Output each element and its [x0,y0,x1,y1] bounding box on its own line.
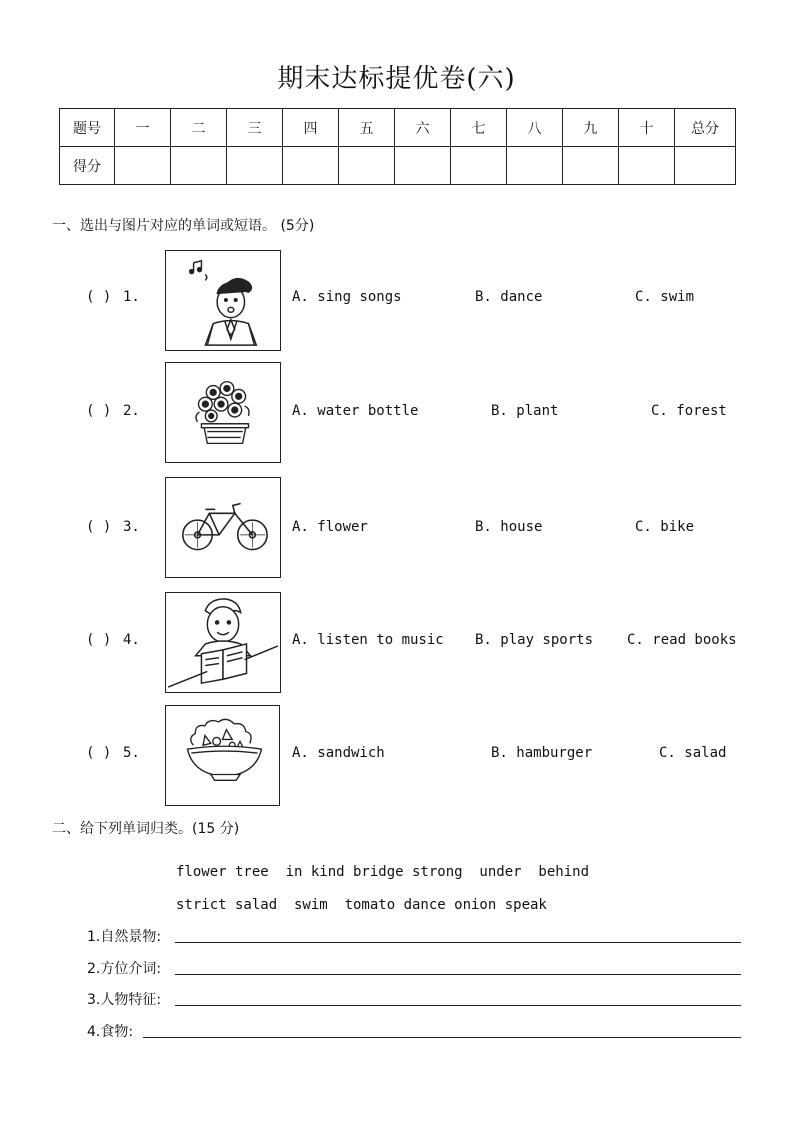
score-table [59,108,736,185]
answer-line[interactable] [175,1005,741,1006]
potted-plant-icon [166,363,280,462]
score-input-cell[interactable] [115,147,171,185]
answer-line[interactable] [175,942,741,943]
score-input-cell[interactable] [227,147,283,185]
section2-heading: 二、给下列单词归类。(15 分) [52,821,240,837]
answer-blank[interactable]: ( ) [86,403,112,419]
question-picture [165,250,281,351]
question-number: 4. [123,632,140,648]
category-label-food: 4.食物: [87,1024,134,1040]
option-c: C. swim [635,289,695,305]
option-a: A. flower [292,519,368,535]
option-c: C. bike [635,519,695,535]
score-input-cell[interactable] [507,147,563,185]
question-number: 1. [123,289,140,305]
boy-singing-icon [166,251,280,350]
word-bank-line-1: flower tree in kind bridge strong under behind [176,864,590,880]
option-b: B. play sports [475,632,594,648]
option-a: A. sandwich [292,745,385,761]
answer-blank[interactable]: ( ) [86,289,112,305]
option-b: B. plant [491,403,559,419]
score-header-cell: 八 [507,109,563,147]
category-label-traits: 3.人物特征: [87,992,162,1008]
answer-line[interactable] [175,974,741,975]
answer-blank[interactable]: ( ) [86,519,112,535]
score-input-cell[interactable] [619,147,675,185]
option-c: C. read books [627,632,737,648]
score-header-cell: 二 [171,109,227,147]
score-input-cell[interactable] [171,147,227,185]
option-a: A. water bottle [292,403,419,419]
score-header-cell: 题号 [60,109,115,147]
boy-reading-icon [166,593,280,692]
category-label-nature: 1.自然景物: [87,929,162,945]
score-header-cell: 总分 [675,109,736,147]
score-input-cell[interactable] [675,147,736,185]
option-a: A. listen to music [292,632,444,648]
score-table-header-row [60,109,736,147]
option-c: C. forest [651,403,727,419]
score-input-cell[interactable] [283,147,339,185]
score-header-cell: 十 [619,109,675,147]
bike-icon [166,478,280,577]
word-bank-line-2: strict salad swim tomato dance onion speak [176,897,547,913]
question-number: 5. [123,745,140,761]
answer-line[interactable] [143,1037,741,1038]
score-input-cell[interactable] [395,147,451,185]
score-row-label: 得分 [60,147,115,185]
question-number: 2. [123,403,140,419]
option-b: B. hamburger [491,745,593,761]
question-picture [165,362,281,463]
option-b: B. dance [475,289,543,305]
salad-bowl-icon [166,706,279,805]
answer-blank[interactable]: ( ) [86,632,112,648]
question-picture [165,592,281,693]
section1-heading: 一、选出与图片对应的单词或短语。 (5分) [52,218,315,234]
answer-blank[interactable]: ( ) [86,745,112,761]
option-a: A. sing songs [292,289,402,305]
option-c: C. salad [659,745,727,761]
question-picture [165,705,280,806]
score-header-cell: 一 [115,109,171,147]
question-number: 3. [123,519,140,535]
option-b: B. house [475,519,543,535]
score-header-cell: 四 [283,109,339,147]
page-title: 期末达标提优卷(六) [277,64,516,94]
question-picture [165,477,281,578]
score-header-cell: 七 [451,109,507,147]
score-table-score-row [60,147,736,185]
score-input-cell[interactable] [451,147,507,185]
score-header-cell: 三 [227,109,283,147]
score-input-cell[interactable] [563,147,619,185]
score-header-cell: 五 [339,109,395,147]
score-header-cell: 九 [563,109,619,147]
category-label-prepositions: 2.方位介词: [87,961,162,977]
score-header-cell: 六 [395,109,451,147]
score-input-cell[interactable] [339,147,395,185]
